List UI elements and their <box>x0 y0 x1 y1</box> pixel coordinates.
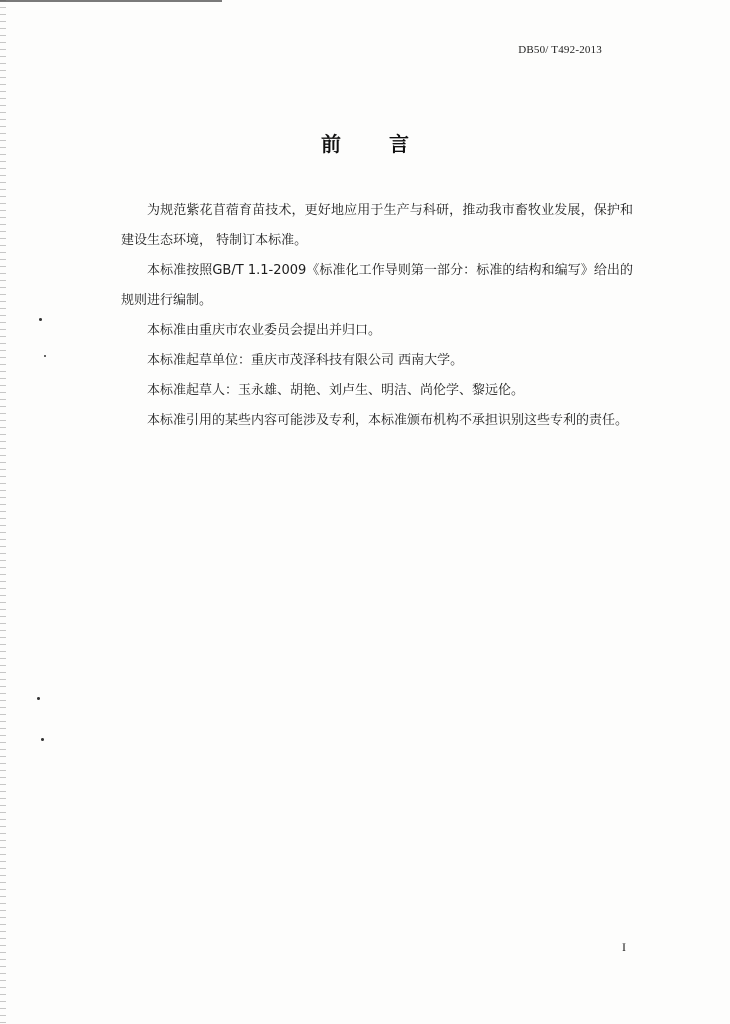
page-number: I <box>622 940 626 954</box>
page-title <box>0 128 730 157</box>
paragraph-drafting-rules: 本标准按照GB/T 1.1-2009《标准化工作导则第一部分：标准的结构和编写》给出的规则进行编制。 <box>121 263 633 308</box>
paragraph-proposer: 本标准由重庆市农业委员会提出并归口。 <box>147 323 382 338</box>
paragraph-drafters: 本标准起草人：玉永雄、胡艳、刘卢生、明洁、尚伦学、黎远伦。 <box>147 383 525 398</box>
foreword-body <box>121 196 633 436</box>
page-title-char-1: 前 <box>321 132 341 156</box>
paragraph-drafting-units: 本标准起草单位：重庆市茂泽科技有限公司 西南大学。 <box>147 353 464 368</box>
page-title-char-2: 言 <box>389 132 409 156</box>
standard-code: DB50/ T492-2013 <box>518 44 602 56</box>
paragraph-purpose: 为规范紫花苜蓿育苗技术，更好地应用于生产与科研，推动我市畜牧业发展，保护和建设生态环境， 特制订本标准。 <box>121 203 633 248</box>
scan-artifact-top-line <box>0 0 222 2</box>
scan-speck <box>44 355 46 357</box>
scan-speck <box>39 318 42 321</box>
scan-speck <box>37 697 40 700</box>
scan-speck <box>41 738 44 741</box>
paragraph-patent-notice: 本标准引用的某些内容可能涉及专利，本标准颁布机构不承担识别这些专利的责任。 <box>147 413 629 428</box>
